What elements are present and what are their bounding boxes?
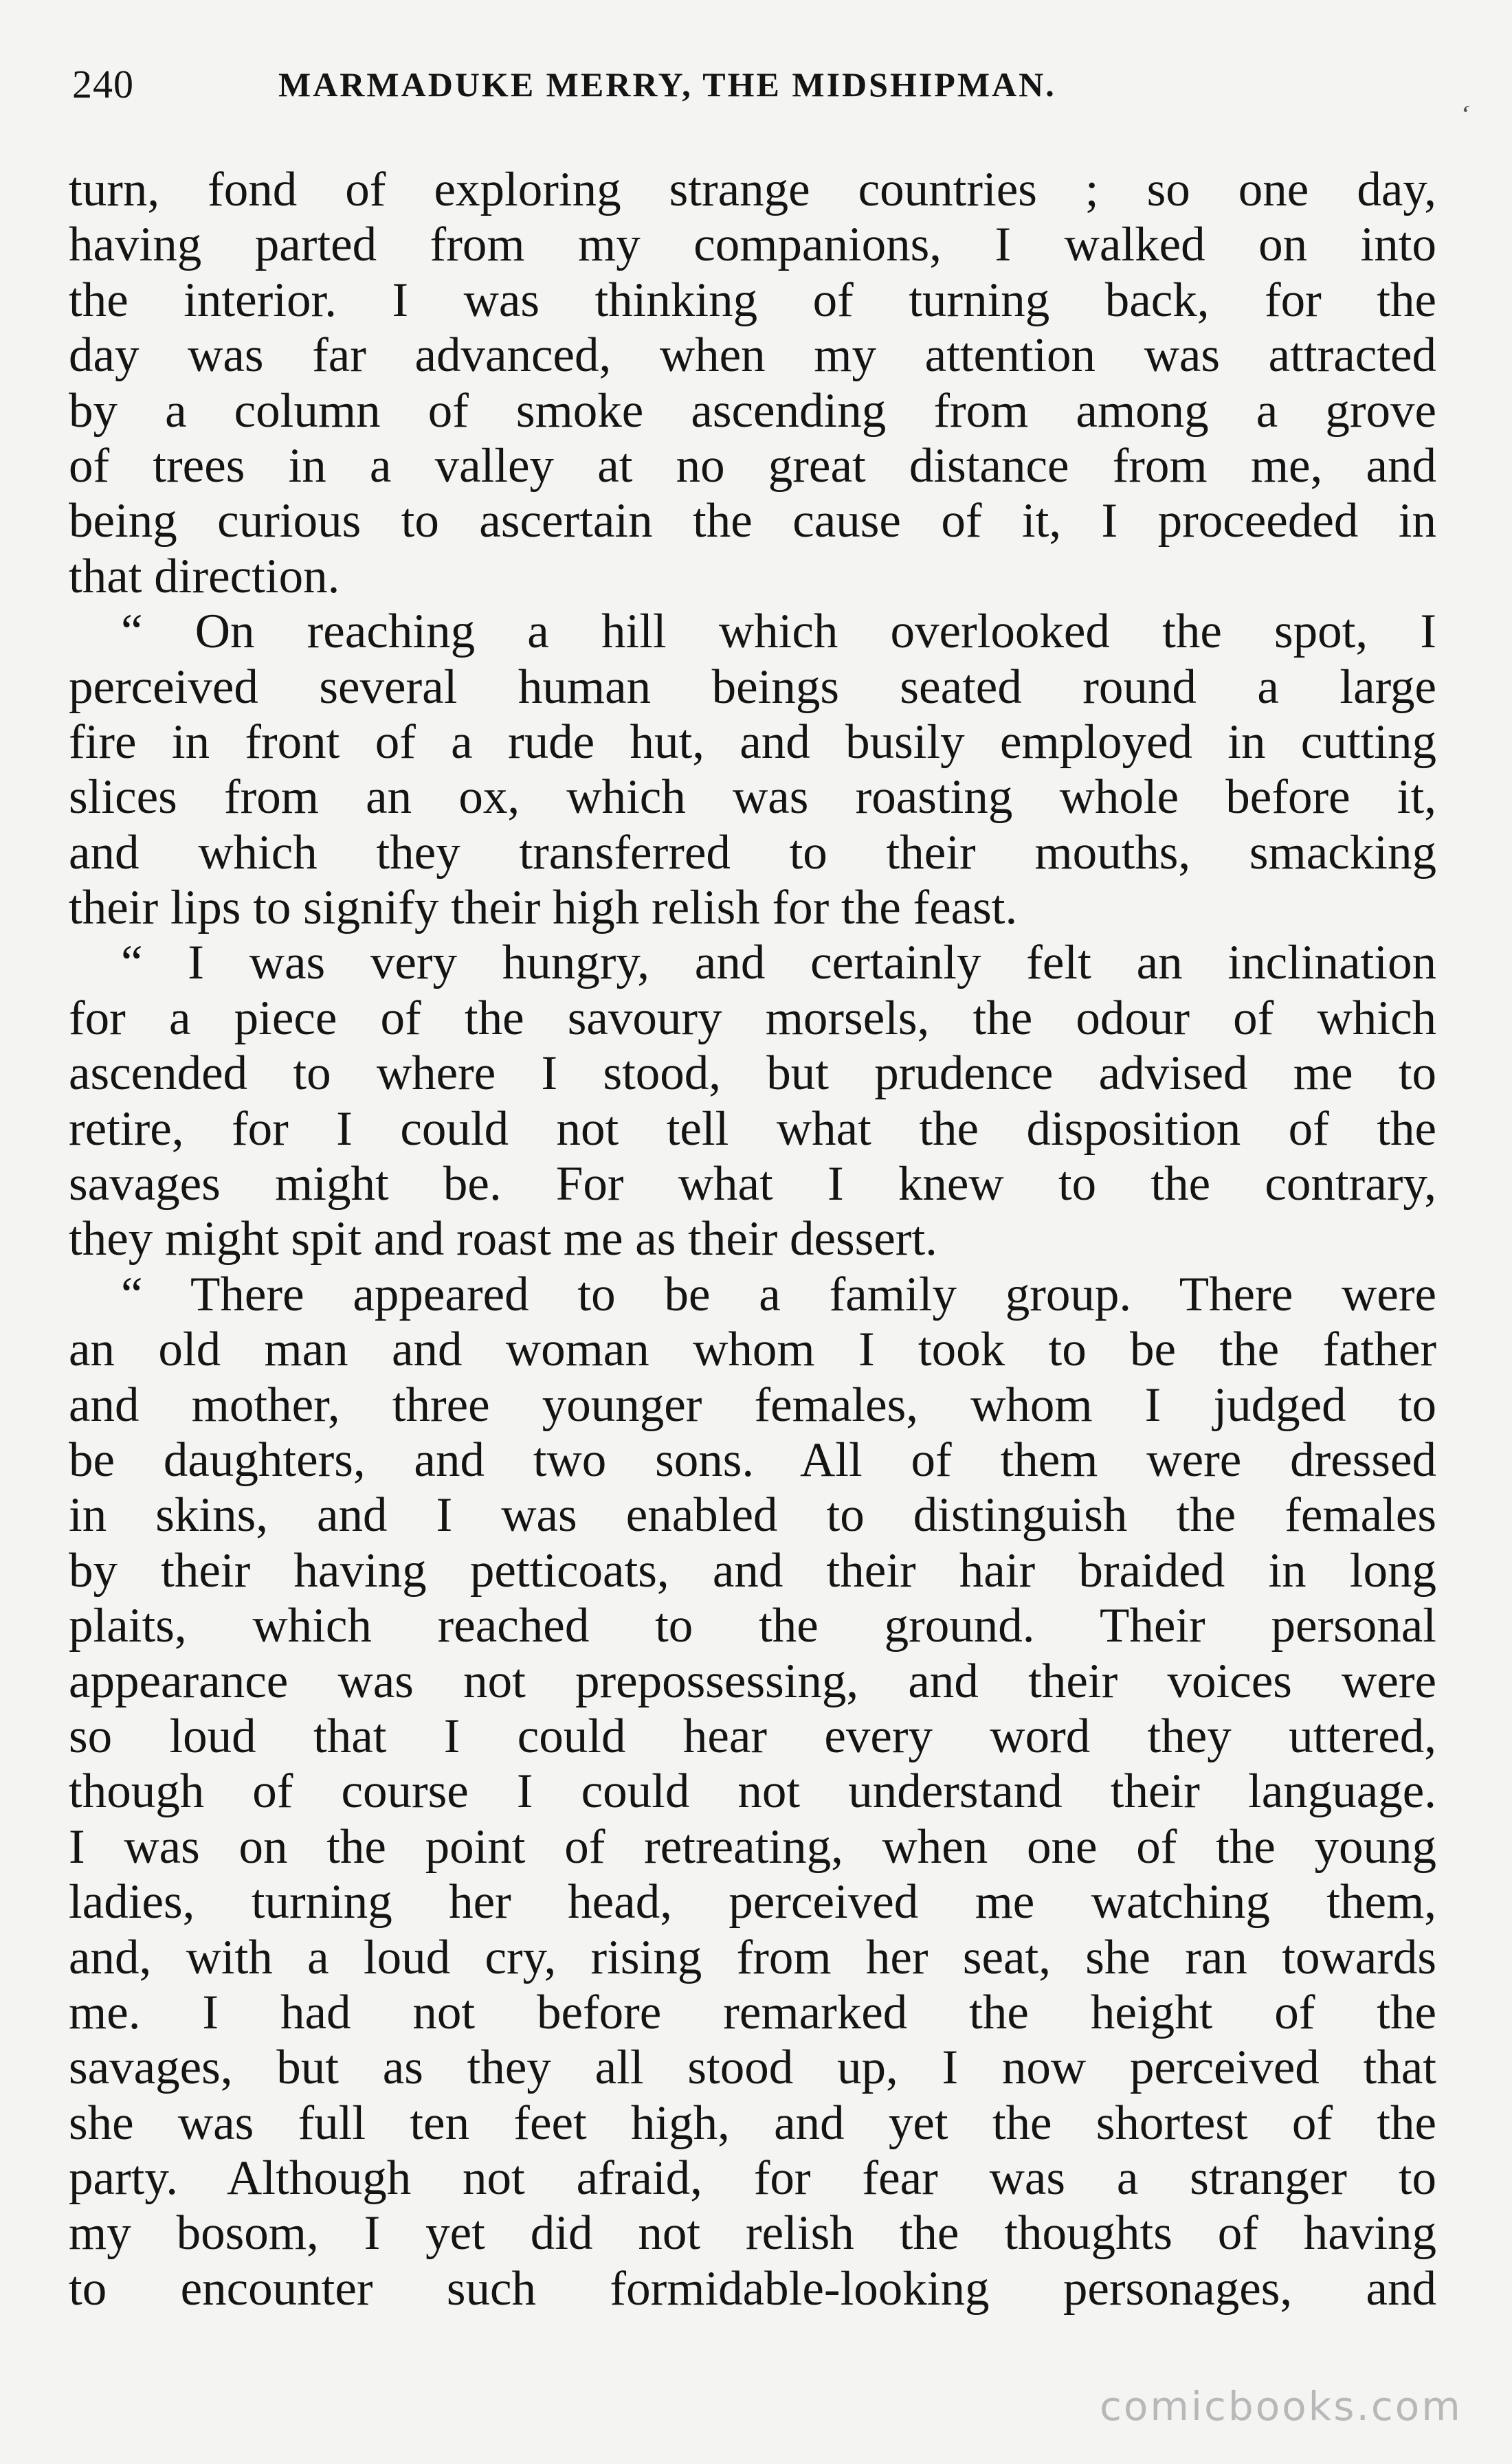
text-line: and which they transferred to their mouths, smacking — [69, 825, 1436, 880]
text-line: by a column of smoke ascending from among a grove — [69, 383, 1436, 438]
text-line: “ On reaching a hill which overlooked the spot, I — [121, 605, 1436, 659]
text-line: to encounter such formidable-looking personages, and — [69, 2261, 1436, 2316]
text-line: turn, fond of exploring strange countries ; so one day, — [69, 163, 1436, 216]
text-line: ladies, turning her head, perceived me watching them, — [69, 1875, 1436, 1929]
text-line: perceived several human beings seated round a large — [69, 660, 1436, 714]
text-line: that direction. — [69, 549, 340, 603]
text-line: they might spit and roast me as their dessert. — [69, 1212, 937, 1266]
text-line: retire, for I could not tell what the disposition of the — [69, 1101, 1436, 1156]
text-line: being curious to ascertain the cause of it, I proceeded in — [69, 494, 1436, 548]
text-line: so loud that I could hear every word they uttered, — [69, 1709, 1436, 1763]
text-line: though of course I could not understand their language. — [69, 1765, 1436, 1819]
text-line: ascended to where I stood, but prudence advised me to — [69, 1046, 1436, 1101]
text-line: fire in front of a rude hut, and busily employed in cutting — [69, 715, 1436, 769]
text-line: an old man and woman whom I took to be the father — [69, 1323, 1436, 1377]
text-line: “ There appeared to be a family group. There were — [121, 1267, 1436, 1321]
margin-mark: ‘ — [1454, 98, 1474, 130]
text-line: plaits, which reached to the ground. Their personal — [69, 1599, 1436, 1653]
page-number: 240 — [72, 62, 134, 107]
text-line: savages might be. For what I knew to the contrary, — [69, 1157, 1436, 1211]
text-line: and, with a loud cry, rising from her seat, she ran towards — [69, 1930, 1436, 1984]
text-line: by their having petticoats, and their hair braided in long — [69, 1543, 1436, 1598]
text-line: appearance was not prepossessing, and their voices were — [69, 1654, 1436, 1708]
text-line: in skins, and I was enabled to distinguish the females — [69, 1488, 1436, 1543]
text-line: the interior. I was thinking of turning back, for the — [69, 273, 1436, 327]
text-line: I was on the point of retreating, when one of the young — [69, 1819, 1436, 1874]
text-line: savages, but as they all stood up, I now perceived that — [69, 2041, 1436, 2095]
text-line: of trees in a valley at no great distance from me, and — [69, 438, 1436, 493]
watermark: comicbooks.com — [1100, 2383, 1463, 2430]
text-line: and mother, three younger females, whom I judged to — [69, 1378, 1436, 1432]
text-line: party. Although not afraid, for fear was a stranger to — [69, 2151, 1436, 2206]
text-line: “ I was very hungry, and certainly felt an inclination — [121, 936, 1436, 990]
body-text — [69, 162, 1436, 2316]
text-line: slices from an ox, which was roasting whole before it, — [69, 770, 1436, 825]
text-line: having parted from my companions, I walked on into — [69, 218, 1436, 272]
text-line: their lips to signify their high relish for the feast. — [69, 881, 1018, 935]
text-line: she was full ten feet high, and yet the shortest of the — [69, 2096, 1436, 2150]
text-line: be daughters, and two sons. All of them were dressed — [69, 1433, 1436, 1487]
running-head — [72, 60, 1440, 109]
text-line: for a piece of the savoury morsels, the odour of which — [69, 991, 1436, 1045]
running-title: MARMADUKE MERRY, THE MIDSHIPMAN. — [278, 65, 1056, 104]
text-line: day was far advanced, when my attention was attracted — [69, 328, 1436, 383]
text-line: me. I had not before remarked the height of the — [69, 1985, 1436, 2039]
text-line: my bosom, I yet did not relish the thoughts of having — [69, 2206, 1436, 2261]
